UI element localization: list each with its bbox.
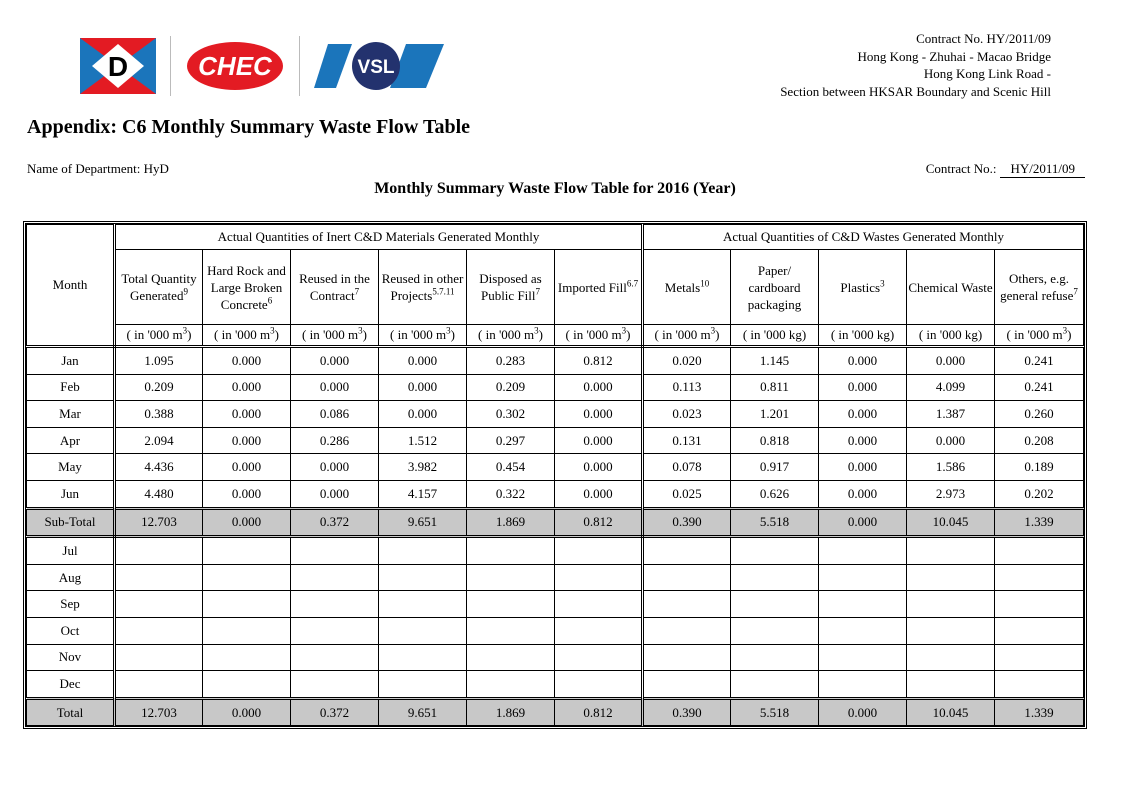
unit-close: ) [626, 327, 631, 342]
company-logos [80, 36, 444, 96]
unit-header [731, 325, 819, 347]
column-header-footnote: 10 [700, 278, 710, 289]
column-header-label: Total Quantity Generated [121, 271, 197, 303]
column-header-label: Imported Fill [557, 279, 627, 295]
chec-logo-icon [185, 38, 285, 94]
value-cell [115, 671, 203, 699]
column-header [555, 250, 643, 325]
value-cell: 0.000 [819, 508, 907, 537]
value-cell: 0.818 [731, 427, 819, 454]
waste-group-header: Actual Quantities of C&D Wastes Generated Monthly [643, 225, 1084, 250]
value-cell: 0.454 [467, 454, 555, 481]
value-cell [467, 644, 555, 671]
header-project: Hong Kong - Zhuhai - Macao Bridge [857, 48, 1051, 64]
value-cell: 0.025 [643, 480, 731, 508]
value-cell [555, 591, 643, 618]
value-cell [995, 671, 1084, 699]
month-cell: Aug [27, 564, 115, 591]
department-label: Name of Department: HyD [27, 161, 169, 176]
column-header-label: Others, e.g. general refuse [1000, 271, 1074, 303]
unit-label: ( in '000 m [1006, 327, 1063, 342]
month-cell: Jan [27, 347, 115, 375]
value-cell [995, 591, 1084, 618]
value-cell: 0.241 [995, 374, 1084, 401]
unit-header [291, 325, 379, 347]
table-row [27, 671, 1084, 699]
unit-close: ) [538, 327, 543, 342]
total-row [27, 698, 1084, 726]
value-cell: 0.000 [819, 454, 907, 481]
value-cell: 0.209 [115, 374, 203, 401]
value-cell: 0.000 [907, 427, 995, 454]
value-cell [203, 644, 291, 671]
value-cell [379, 671, 467, 699]
value-cell: 0.000 [555, 401, 643, 428]
value-cell [467, 591, 555, 618]
unit-header [907, 325, 995, 347]
value-cell: 0.322 [467, 480, 555, 508]
value-cell [995, 564, 1084, 591]
column-header-label: Disposed as Public Fill [479, 271, 542, 303]
column-header-label: Chemical Waste [908, 279, 993, 295]
value-cell: 0.000 [819, 401, 907, 428]
value-cell: 0.208 [995, 427, 1084, 454]
value-cell: 10.045 [907, 698, 995, 726]
value-cell: 0.000 [203, 480, 291, 508]
vsl-logo-icon [314, 38, 444, 94]
unit-header [555, 325, 643, 347]
value-cell: 1.512 [379, 427, 467, 454]
value-cell [379, 591, 467, 618]
value-cell: 12.703 [115, 508, 203, 537]
value-cell: 1.869 [467, 508, 555, 537]
value-cell [467, 564, 555, 591]
value-cell: 1.387 [907, 401, 995, 428]
value-cell [819, 644, 907, 671]
header-road: Hong Kong Link Road - [923, 66, 1051, 81]
value-cell: 5.518 [731, 698, 819, 726]
value-cell: 0.209 [467, 374, 555, 401]
value-cell: 0.260 [995, 401, 1084, 428]
unit-close: ) [715, 327, 720, 342]
value-cell [643, 564, 731, 591]
value-cell [731, 644, 819, 671]
unit-header [819, 325, 907, 347]
column-header-footnote: 9 [183, 286, 188, 297]
value-cell: 0.000 [203, 401, 291, 428]
column-header-footnote: 7 [354, 286, 360, 297]
value-cell [291, 644, 379, 671]
value-cell: 0.286 [291, 427, 379, 454]
value-cell: 0.302 [467, 401, 555, 428]
value-cell [379, 537, 467, 565]
column-header [467, 250, 555, 325]
value-cell: 0.020 [643, 347, 731, 375]
value-cell: 0.000 [203, 698, 291, 726]
value-cell [731, 537, 819, 565]
unit-superscript: 3 [446, 325, 451, 336]
logo-divider [170, 36, 171, 96]
value-cell: 0.000 [819, 374, 907, 401]
value-cell [203, 591, 291, 618]
value-cell [995, 617, 1084, 644]
column-header [907, 250, 995, 325]
column-header-label: Hard Rock and Large Broken Concrete [207, 262, 286, 312]
month-cell: Mar [27, 401, 115, 428]
table-row [27, 537, 1084, 565]
value-cell: 4.099 [907, 374, 995, 401]
value-cell [555, 537, 643, 565]
unit-label: ( in '000 kg) [742, 327, 807, 342]
unit-superscript: 3 [358, 325, 363, 336]
value-cell [643, 537, 731, 565]
value-cell: 4.480 [115, 480, 203, 508]
column-header [115, 250, 203, 325]
value-cell [995, 644, 1084, 671]
value-cell: 9.651 [379, 698, 467, 726]
value-cell [467, 671, 555, 699]
table-title: Monthly Summary Waste Flow Table for 2016 (Year) [374, 180, 736, 197]
value-cell: 5.518 [731, 508, 819, 537]
value-cell [643, 671, 731, 699]
month-cell: May [27, 454, 115, 481]
value-cell [203, 564, 291, 591]
column-header [819, 250, 907, 325]
value-cell [731, 564, 819, 591]
contract-number-value: HY/2011/09 [1000, 161, 1085, 178]
value-cell [907, 671, 995, 699]
month-cell: Feb [27, 374, 115, 401]
value-cell [115, 537, 203, 565]
value-cell [467, 617, 555, 644]
value-cell [819, 591, 907, 618]
value-cell [643, 644, 731, 671]
vsl-logo-text: VSL [357, 57, 395, 78]
unit-label: ( in '000 m [214, 327, 271, 342]
table-row [27, 617, 1084, 644]
value-cell: 0.000 [819, 698, 907, 726]
value-cell [555, 617, 643, 644]
unit-header [203, 325, 291, 347]
appendix-title: Appendix: C6 Monthly Summary Waste Flow Table [27, 116, 471, 138]
column-header-label: Metals [664, 279, 701, 295]
value-cell [907, 617, 995, 644]
value-cell [819, 671, 907, 699]
table-row [27, 454, 1084, 481]
value-cell: 0.812 [555, 508, 643, 537]
value-cell: 4.157 [379, 480, 467, 508]
value-cell: 0.372 [291, 508, 379, 537]
value-cell: 0.811 [731, 374, 819, 401]
value-cell: 10.045 [907, 508, 995, 537]
value-cell [819, 617, 907, 644]
table-row [27, 591, 1084, 618]
value-cell: 1.095 [115, 347, 203, 375]
value-cell: 0.390 [643, 698, 731, 726]
value-cell: 1.586 [907, 454, 995, 481]
month-cell: Sub-Total [27, 508, 115, 537]
value-cell: 0.000 [555, 374, 643, 401]
month-cell: Oct [27, 617, 115, 644]
value-cell [643, 617, 731, 644]
value-cell: 0.000 [203, 427, 291, 454]
value-cell [379, 644, 467, 671]
value-cell: 2.094 [115, 427, 203, 454]
unit-close: ) [362, 327, 367, 342]
value-cell [291, 564, 379, 591]
unit-header [379, 325, 467, 347]
value-cell: 0.000 [555, 427, 643, 454]
contract-number-label: Contract No.: [925, 161, 997, 176]
value-cell: 0.086 [291, 401, 379, 428]
value-cell [203, 671, 291, 699]
column-header-footnote: 3 [880, 278, 885, 289]
value-cell [907, 591, 995, 618]
value-cell: 0.812 [555, 347, 643, 375]
month-cell: Sep [27, 591, 115, 618]
column-header [731, 250, 819, 325]
value-cell: 0.000 [291, 480, 379, 508]
month-cell: Dec [27, 671, 115, 699]
unit-label: ( in '000 m [654, 327, 711, 342]
value-cell: 0.023 [643, 401, 731, 428]
value-cell [731, 671, 819, 699]
value-cell: 0.000 [379, 401, 467, 428]
contract-header [780, 30, 1051, 100]
unit-superscript: 3 [534, 325, 539, 336]
value-cell: 0.283 [467, 347, 555, 375]
unit-superscript: 3 [182, 325, 188, 336]
unit-label: ( in '000 kg) [830, 327, 895, 342]
value-cell [907, 564, 995, 591]
value-cell: 3.982 [379, 454, 467, 481]
value-cell: 0.000 [203, 508, 291, 537]
waste-flow-table [26, 224, 1084, 726]
logo-divider [299, 36, 300, 96]
month-cell: Nov [27, 644, 115, 671]
column-header [379, 250, 467, 325]
value-cell: 0.000 [291, 374, 379, 401]
value-cell [555, 564, 643, 591]
value-cell [555, 671, 643, 699]
value-cell: 9.651 [379, 508, 467, 537]
value-cell: 0.917 [731, 454, 819, 481]
header-section: Section between HKSAR Boundary and Scenic Hill [780, 83, 1051, 99]
unit-close: ) [450, 327, 455, 342]
value-cell: 0.000 [291, 347, 379, 375]
value-cell: 4.436 [115, 454, 203, 481]
unit-superscript: 3 [1062, 325, 1068, 336]
value-cell [379, 617, 467, 644]
value-cell [467, 537, 555, 565]
value-cell [291, 591, 379, 618]
value-cell [379, 564, 467, 591]
value-cell [115, 617, 203, 644]
value-cell: 0.000 [291, 454, 379, 481]
column-header [203, 250, 291, 325]
month-cell: Apr [27, 427, 115, 454]
value-cell: 0.189 [995, 454, 1084, 481]
column-header [291, 250, 379, 325]
value-cell [115, 591, 203, 618]
unit-label: ( in '000 kg) [918, 327, 983, 342]
unit-superscript: 3 [710, 325, 716, 336]
value-cell: 1.339 [995, 698, 1084, 726]
value-cell: 0.000 [379, 347, 467, 375]
value-cell: 0.000 [819, 347, 907, 375]
unit-label: ( in '000 m [390, 327, 447, 342]
value-cell: 0.000 [203, 454, 291, 481]
subtotal-row [27, 508, 1084, 537]
value-cell [555, 644, 643, 671]
table-row [27, 401, 1084, 428]
chec-logo-text: CHEC [198, 51, 272, 81]
unit-close: ) [1067, 327, 1072, 342]
value-cell [291, 671, 379, 699]
inert-group-header: Actual Quantities of Inert C&D Materials Generated Monthly [115, 225, 643, 250]
value-cell [907, 644, 995, 671]
value-cell: 0.000 [907, 347, 995, 375]
value-cell: 2.973 [907, 480, 995, 508]
table-row [27, 427, 1084, 454]
value-cell: 0.626 [731, 480, 819, 508]
value-cell [995, 537, 1084, 565]
value-cell [731, 617, 819, 644]
value-cell: 1.201 [731, 401, 819, 428]
value-cell: 1.145 [731, 347, 819, 375]
value-cell [203, 617, 291, 644]
table-row [27, 374, 1084, 401]
unit-label: ( in '000 m [478, 327, 535, 342]
value-cell [291, 537, 379, 565]
unit-header [467, 325, 555, 347]
unit-header [995, 325, 1084, 347]
unit-close: ) [187, 327, 192, 342]
value-cell [819, 537, 907, 565]
table-row [27, 564, 1084, 591]
value-cell: 1.339 [995, 508, 1084, 537]
column-header-footnote: 7 [1073, 286, 1078, 297]
value-cell: 0.388 [115, 401, 203, 428]
unit-label: ( in '000 m [126, 327, 183, 342]
value-cell: 0.241 [995, 347, 1084, 375]
waste-flow-table-frame [23, 221, 1087, 729]
value-cell: 0.000 [819, 480, 907, 508]
month-cell: Total [27, 698, 115, 726]
value-cell: 0.390 [643, 508, 731, 537]
value-cell: 0.131 [643, 427, 731, 454]
column-header [995, 250, 1084, 325]
column-header-footnote: 5.7.11 [432, 286, 455, 297]
value-cell: 0.297 [467, 427, 555, 454]
column-header-footnote: 6 [267, 295, 273, 306]
month-cell: Jul [27, 537, 115, 565]
value-cell: 0.000 [555, 454, 643, 481]
unit-header [115, 325, 203, 347]
value-cell: 0.000 [203, 374, 291, 401]
value-cell: 12.703 [115, 698, 203, 726]
unit-superscript: 3 [621, 325, 627, 336]
value-cell: 0.000 [203, 347, 291, 375]
column-header-footnote: 6.7 [626, 278, 639, 289]
value-cell: 0.078 [643, 454, 731, 481]
value-cell [203, 537, 291, 565]
value-cell: 0.372 [291, 698, 379, 726]
unit-header [643, 325, 731, 347]
value-cell: 0.000 [819, 427, 907, 454]
value-cell [291, 617, 379, 644]
value-cell: 0.000 [379, 374, 467, 401]
unit-close: ) [274, 327, 279, 342]
value-cell [115, 644, 203, 671]
month-header: Month [27, 225, 115, 347]
column-header [643, 250, 731, 325]
table-row [27, 347, 1084, 375]
value-cell: 0.812 [555, 698, 643, 726]
column-header-label: Plastics [840, 279, 881, 295]
value-cell: 0.202 [995, 480, 1084, 508]
value-cell: 1.869 [467, 698, 555, 726]
value-cell: 0.000 [555, 480, 643, 508]
value-cell [907, 537, 995, 565]
column-header-label: Reused in the Contract [299, 271, 370, 303]
unit-superscript: 3 [270, 325, 275, 336]
unit-label: ( in '000 m [302, 327, 359, 342]
value-cell: 0.113 [643, 374, 731, 401]
value-cell [731, 591, 819, 618]
table-row [27, 644, 1084, 671]
column-header-label: Reused in other Projects [381, 271, 464, 303]
table-row [27, 480, 1084, 508]
value-cell [819, 564, 907, 591]
column-header-label: Paper/ cardboard packaging [747, 262, 802, 312]
header-contract-no: Contract No. HY/2011/09 [916, 31, 1051, 46]
value-cell [115, 564, 203, 591]
d-logo-letter: D [107, 51, 129, 82]
column-header-footnote: 7 [535, 286, 541, 297]
unit-label: ( in '000 m [565, 327, 622, 342]
contract-number-field [926, 161, 1085, 178]
value-cell [643, 591, 731, 618]
month-cell: Jun [27, 480, 115, 508]
d-logo-icon [80, 38, 156, 94]
